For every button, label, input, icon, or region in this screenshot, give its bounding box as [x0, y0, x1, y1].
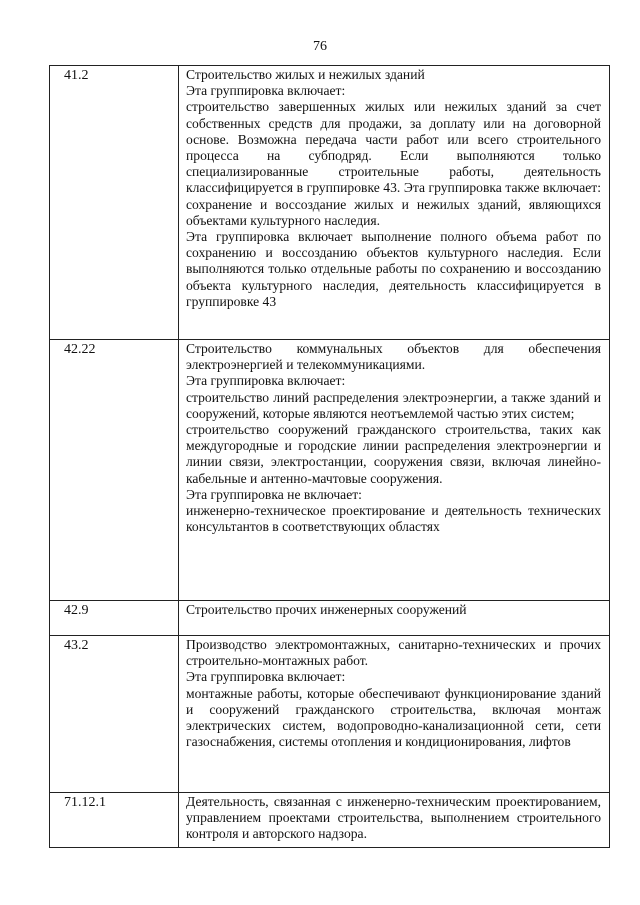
row-code: 41.2 — [50, 66, 179, 340]
row-description — [179, 636, 610, 793]
row-code: 42.22 — [50, 340, 179, 601]
row-description — [179, 66, 610, 340]
row-paragraph: Эта группировка включает: — [186, 669, 346, 685]
row-paragraph: инженерно-техническое проектирование и деятельность технических консультантов в соответствующих областях — [186, 503, 601, 535]
row-paragraph: Эта группировка не включает: — [186, 486, 362, 502]
table-row — [50, 636, 610, 793]
row-description — [179, 793, 610, 848]
row-description — [179, 601, 610, 636]
row-paragraph: монтажные работы, которые обеспечивают функционирование зданий и сооружений гражданского строительства, включая монтаж электрических систем, водопроводно-канализационной сети, сети газоснабжения, системы отопления и кондиционирования, лифтов — [186, 685, 601, 750]
row-code: 42.9 — [50, 601, 179, 636]
row-paragraph: Эта группировка включает выполнение полного объема работ по сохранению и воссозданию объектов культурного наследия. Если выполняются только отдельные работы по сохранению и воссозданию объекта культурного наследия, деятельность классифицируется в группировке 43 — [186, 229, 601, 309]
table-row — [50, 66, 610, 340]
row-title: Строительство жилых и нежилых зданий — [186, 67, 425, 82]
row-paragraph: Эта группировка включает: — [186, 83, 346, 99]
row-title: Производство электромонтажных, санитарно-технических и прочих строительно-монтажных работ. — [186, 637, 601, 669]
row-code: 71.12.1 — [50, 793, 179, 848]
row-paragraph: строительство линий распределения электроэнергии, а также зданий и сооружений, которые являются неотъемлемой частью этих систем; — [186, 389, 601, 421]
row-title: Строительство прочих инженерных сооружений — [186, 602, 467, 617]
table-row — [50, 793, 610, 848]
row-paragraph: строительство завершенных жилых или нежилых зданий за счет собственных средств для продажи, за доплату или на договорной основе. Возможна передача части работ или всего строительного процесса на субподряд. Если выполняются только специализированные строительные работы, деятельность классифицируется в группировке 43. Эта группировка также включает: сохранение и воссоздание жилых и нежилых зданий, являющихся объектами культурного наследия. — [186, 99, 601, 228]
row-code: 43.2 — [50, 636, 179, 793]
table-row — [50, 340, 610, 601]
classification-table — [49, 65, 610, 848]
row-title: Деятельность, связанная с инженерно-техническим проектированием, управлением проектами строительства, выполнением строительного контроля и авторского надзора. — [186, 794, 601, 842]
row-paragraph: Эта группировка включает: — [186, 373, 346, 389]
row-title: Строительство коммунальных объектов для обеспечения электроэнергией и телекоммуникациями. — [186, 341, 601, 373]
table-row — [50, 601, 610, 636]
page-number: 76 — [313, 39, 327, 54]
row-paragraph: строительство сооружений гражданского строительства, таких как междугородные и городские линии распределения электроэнергии и линии связи, электростанции, сооружения связи, включая линейно- кабельные и антенно-мачтовые сооружения. — [186, 422, 601, 486]
row-description — [179, 340, 610, 601]
